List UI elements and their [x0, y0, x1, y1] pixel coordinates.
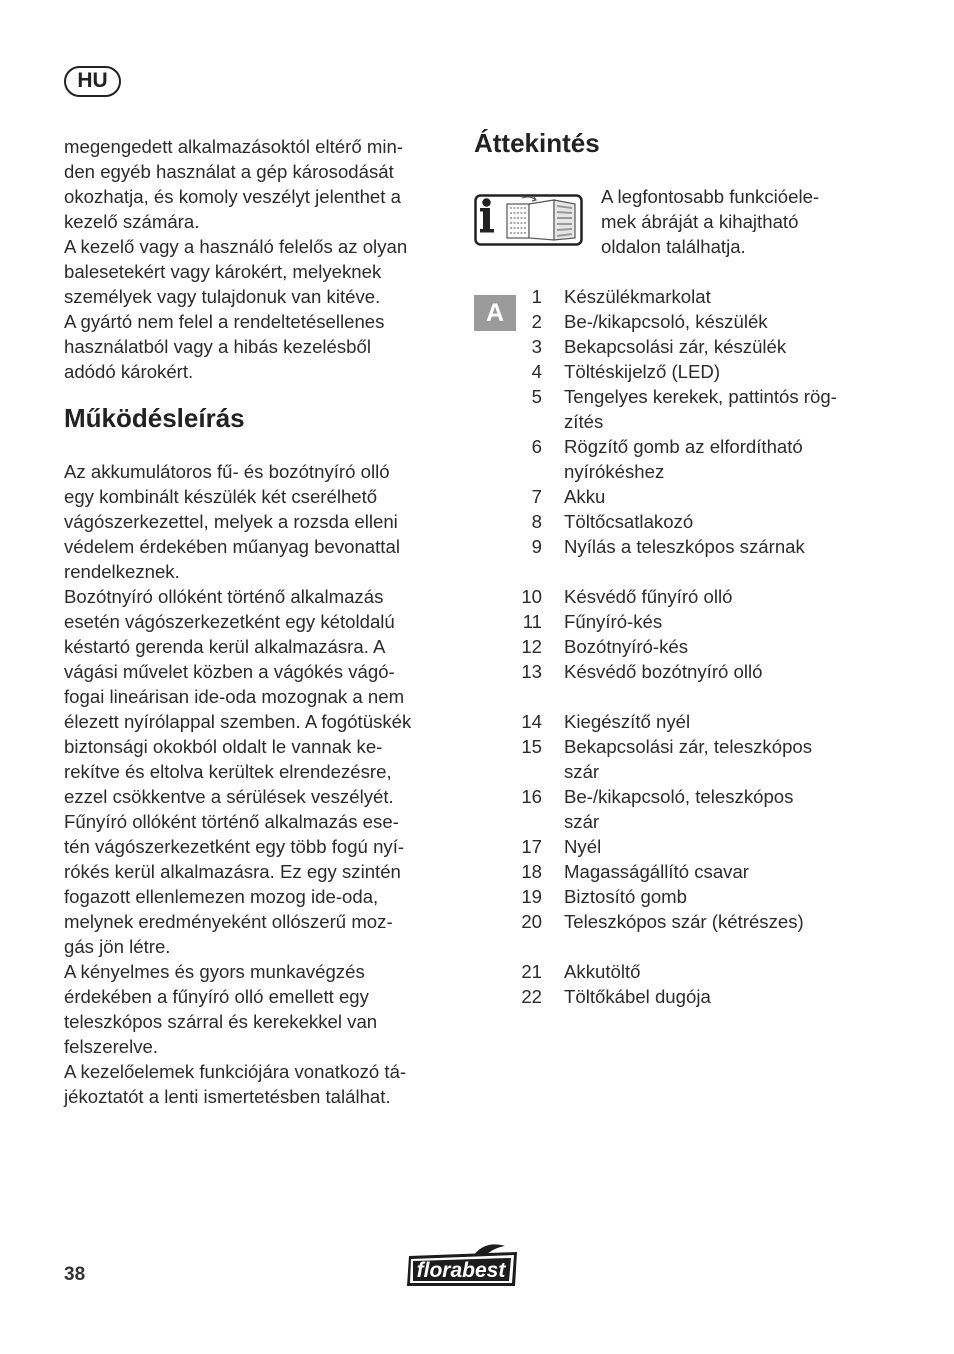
part-number: 2 [531, 311, 542, 332]
part-label [564, 859, 864, 884]
part-number: 21 [521, 961, 542, 982]
part-label-line: Nyél [564, 836, 602, 857]
part-label [564, 609, 864, 634]
part-number: 20 [521, 911, 542, 932]
text-line: fogai lineárisan ide-oda mozognak a nem [64, 686, 405, 707]
part-number: 5 [531, 386, 542, 407]
text-line: esetén vágószerkezetként egy kétoldalú [64, 611, 395, 632]
part-label [564, 484, 864, 509]
text-line: den egyéb használat a gép károsodását [64, 161, 394, 182]
info-text [601, 184, 871, 259]
part-label [564, 359, 864, 384]
text-line: A kezelőelemek funkciójára vonatkozó tá- [64, 1061, 407, 1082]
part-label-line: Kiegészítő nyél [564, 711, 691, 732]
parts-list-item [474, 659, 874, 684]
part-label-line: Töltőcsatlakozó [564, 511, 694, 532]
text-line: élezett nyírólappal szemben. A fogótüskék [64, 711, 412, 732]
part-label [564, 784, 864, 834]
text-line: rendelkeznek. [64, 561, 180, 582]
info-foldout-page-icon [474, 194, 583, 246]
part-number: 12 [521, 636, 542, 657]
parts-list-item [474, 384, 874, 434]
part-number: 8 [531, 511, 542, 532]
part-number: 15 [521, 736, 542, 757]
part-label-line: Magasságállító csavar [564, 861, 749, 882]
parts-list-item [474, 284, 874, 309]
part-label [564, 384, 864, 434]
part-number: 4 [531, 361, 542, 382]
text-line: ezzel csökkentve a sérülések veszélyét. [64, 786, 394, 807]
part-label [564, 534, 864, 559]
text-line: okozhatja, és komoly veszélyt jelenthet a [64, 186, 401, 207]
section-title-overview: Áttekintés [474, 128, 600, 158]
text-line: A kezelő vagy a használó felelős az olyan [64, 236, 408, 257]
text-line: Bozótnyíró ollóként történő alkalmazás [64, 586, 384, 607]
parts-list-item [474, 434, 874, 484]
florabest-logo [405, 1242, 521, 1290]
text-line: használatból vagy a hibás kezelésből [64, 336, 371, 357]
text-line: érdekében a fűnyíró olló emellett egy [64, 986, 369, 1007]
parts-list-item [474, 834, 874, 859]
part-number: 1 [531, 286, 542, 307]
parts-list-item [474, 884, 874, 909]
page-number: 38 [64, 1264, 86, 1285]
right-column [474, 128, 874, 1007]
parts-list-item [474, 309, 874, 334]
part-label-line: Készülékmarkolat [564, 286, 711, 307]
parts-list-item [474, 909, 874, 934]
part-number: 14 [521, 711, 542, 732]
part-label-line: Töltéskijelző (LED) [564, 361, 721, 382]
part-label-line: Teleszkópos szár (kétrészes) [564, 911, 804, 932]
part-label [564, 634, 864, 659]
parts-list-item [474, 784, 874, 834]
left-column [64, 134, 454, 1107]
part-label-line: Késvédő bozótnyíró olló [564, 661, 763, 682]
text-line: balesetekért vagy károkért, melyeknek [64, 261, 382, 282]
part-number: 10 [521, 586, 542, 607]
part-number: 17 [521, 836, 542, 857]
part-label-line: Rögzítő gomb az elfordítható [564, 436, 803, 457]
parts-list-item [474, 484, 874, 509]
text-line: felszerelve. [64, 1036, 159, 1057]
part-label [564, 284, 864, 309]
text-line: teleszkópos szárral és kerekekkel van [64, 1011, 378, 1032]
part-label-line: Tengelyes kerekek, pattintós rög- [564, 386, 837, 407]
parts-list-item [474, 534, 874, 559]
list-spacer [474, 684, 874, 709]
parts-list-item [474, 859, 874, 884]
list-spacer [474, 934, 874, 959]
text-line: fogazott ellenlemezen mozog ide-oda, [64, 886, 379, 907]
part-label [564, 834, 864, 859]
part-number: 7 [531, 486, 542, 507]
part-label [564, 884, 864, 909]
figure-label-a: A [474, 295, 516, 331]
text-line: megengedett alkalmazásoktól eltérő min- [64, 136, 403, 157]
text-line: személyek vagy tulajdonuk van kitéve. [64, 286, 381, 307]
text-line: rekítve és eltolva kerültek elrendezésre, [64, 761, 392, 782]
part-label [564, 909, 864, 934]
section-title-operation: Működésleírás [64, 403, 245, 433]
part-label [564, 959, 864, 984]
part-number: 16 [521, 786, 542, 807]
info-text-line: A legfontosabb funkcióele- [601, 186, 820, 207]
parts-list [474, 284, 874, 1009]
text-line: egy kombinált készülék két cserélhető [64, 486, 378, 507]
parts-list-item [474, 584, 874, 609]
part-number: 13 [521, 661, 542, 682]
parts-list-item [474, 509, 874, 534]
part-label [564, 584, 864, 609]
parts-list-item [474, 609, 874, 634]
part-label-line: Késvédő fűnyíró olló [564, 586, 733, 607]
parts-list-item [474, 359, 874, 384]
part-label-line: szár [564, 811, 600, 832]
text-line: A gyártó nem felel a rendeltetésellenes [64, 311, 385, 332]
parts-list-item [474, 634, 874, 659]
intro-paragraph [64, 134, 454, 384]
parts-list-item [474, 984, 874, 1009]
text-line: tén vágószerkezetként egy több fogú nyí- [64, 836, 405, 857]
part-number: 19 [521, 886, 542, 907]
part-label-line: Be-/kikapcsoló, készülék [564, 311, 768, 332]
list-spacer [474, 559, 874, 584]
parts-list-item [474, 334, 874, 359]
info-note [474, 184, 874, 264]
part-number: 11 [522, 611, 542, 632]
part-label-line: Be-/kikapcsoló, teleszkópos [564, 786, 794, 807]
text-line: Az akkumulátoros fű- és bozótnyíró olló [64, 461, 390, 482]
part-label [564, 334, 864, 359]
text-line: adódó károkért. [64, 361, 194, 382]
language-badge: HU [64, 66, 121, 97]
part-label-line: Akku [564, 486, 606, 507]
part-label-line: Bekapcsolási zár, teleszkópos [564, 736, 813, 757]
part-number: 9 [531, 536, 542, 557]
parts-list-item [474, 959, 874, 984]
text-line: melynek eredményeként ollószerű moz- [64, 911, 393, 932]
part-label [564, 309, 864, 334]
operation-description [64, 459, 454, 1109]
part-label [564, 434, 864, 484]
part-label-line: Fűnyíró-kés [564, 611, 663, 632]
part-label-line: szár [564, 761, 600, 782]
text-line: rókés kerül alkalmazásra. Ez egy szintén [64, 861, 401, 882]
part-label [564, 659, 864, 684]
parts-list-item [474, 709, 874, 734]
part-label-line: zítés [564, 411, 604, 432]
text-line: védelem érdekében műanyag bevonattal [64, 536, 400, 557]
part-number: 22 [521, 986, 542, 1007]
text-line: gás jön létre. [64, 936, 171, 957]
text-line: biztonsági okokból oldalt le vannak ke- [64, 736, 383, 757]
part-label-line: Bozótnyíró-kés [564, 636, 689, 657]
text-line: jékoztatót a lenti ismertetésben találhat. [64, 1086, 391, 1107]
svg-text:florabest: florabest [416, 1259, 506, 1282]
part-label [564, 709, 864, 734]
part-label [564, 734, 864, 784]
text-line: vágási művelet közben a vágókés vágó- [64, 661, 395, 682]
info-text-line: oldalon találhatja. [601, 236, 746, 257]
text-line: A kényelmes és gyors munkavégzés [64, 961, 365, 982]
part-label-line: Akkutöltő [564, 961, 641, 982]
part-label-line: Töltőkábel dugója [564, 986, 711, 1007]
info-text-line: mek ábráját a kihajtható [601, 211, 799, 232]
part-label [564, 509, 864, 534]
part-number: 6 [531, 436, 542, 457]
text-line: kezelő számára. [64, 211, 200, 232]
text-line: késtartó gerenda kerül alkalmazásra. A [64, 636, 386, 657]
text-line: vágószerkezettel, melyek a rozsda elleni [64, 511, 398, 532]
parts-list-item [474, 734, 874, 784]
part-number: 3 [531, 336, 542, 357]
part-label [564, 984, 864, 1009]
part-number: 18 [521, 861, 542, 882]
part-label-line: Biztosító gomb [564, 886, 687, 907]
text-line: Fűnyíró ollóként történő alkalmazás ese- [64, 811, 399, 832]
part-label-line: nyírókéshez [564, 461, 665, 482]
part-label-line: Bekapcsolási zár, készülék [564, 336, 787, 357]
part-label-line: Nyílás a teleszkópos szárnak [564, 536, 805, 557]
